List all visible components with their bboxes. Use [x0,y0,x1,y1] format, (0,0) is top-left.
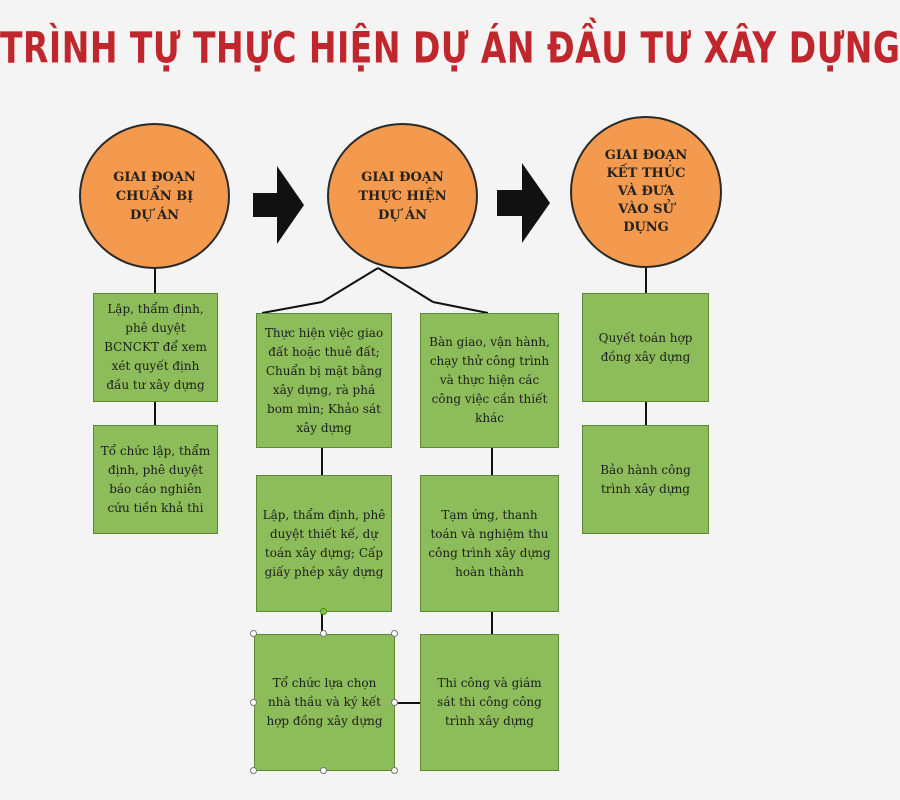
phase-label: GIAI ĐOẠN CHUẨN BỊ DỰ ÁN [113,169,196,223]
phase-circle-implementation [327,123,478,269]
resize-handle[interactable] [320,767,327,774]
resize-handle[interactable] [391,699,398,706]
connector-phase2-left [322,268,378,302]
step-box-selected[interactable] [254,634,395,771]
arrow-right-icon-1 [253,166,304,244]
step-box [93,293,218,402]
resize-handle[interactable] [250,699,257,706]
step-text: Quyết toán hợp đồng xây dựng [598,330,693,364]
step-box [582,293,709,402]
step-box [93,425,218,534]
step-text: Bàn giao, vận hành, chạy thử công trình và thực hiện các công việc cần thiết khác [429,335,550,425]
step-box [256,475,392,612]
step-text: Thi công và giám sát thi công công trình xây dựng [437,676,542,728]
step-box [256,313,392,448]
page-title: TRÌNH TỰ THỰC HIỆN DỰ ÁN ĐẦU TƯ XÂY DỰNG [0,22,900,73]
phase-label: GIAI ĐOẠN KẾT THÚC VÀ ĐƯA VÀO SỬ DỤNG [604,148,688,235]
step-box [420,634,559,771]
step-text: Lập, thẩm định, phê duyệt thiết kế, dự toán xây dựng; Cấp giấy phép xây dựng [262,507,386,579]
step-text: Lập, thẩm định, phê duyệt BCNCKT để xem xét quyết định đầu tư xây dựng [104,302,207,392]
step-text: Bảo hành công trình xây dựng [600,462,691,496]
step-box [582,425,709,534]
resize-handle[interactable] [391,630,398,637]
step-box [420,475,559,612]
step-text: Tổ chức lựa chọn nhà thầu và ký kết hợp đồng xây dựng [266,676,383,728]
arrow-right-icon-2 [497,163,550,243]
resize-handle[interactable] [391,767,398,774]
rotate-handle[interactable] [320,608,327,615]
resize-handle[interactable] [320,630,327,637]
step-box [420,313,559,448]
step-text: Tổ chức lập, thẩm định, phê duyệt báo cáo nghiên cứu tiền khả thi [100,443,211,515]
connector-phase2-right [378,268,433,302]
connector-phase2-left-b [262,302,322,313]
phase-circle-completion [570,116,722,268]
resize-handle[interactable] [250,630,257,637]
step-text: Thực hiện việc giao đất hoặc thuê đất; Chuẩn bị mặt bằng xây dựng, rà phá bom mìn; Khảo sát xây dựng [264,325,384,435]
resize-handle[interactable] [250,767,257,774]
phase-circle-preparation [79,123,230,269]
connector-phase2-right-b [433,302,488,313]
phase-label: GIAI ĐOẠN THỰC HIỆN DỰ ÁN [358,169,447,223]
step-text: Tạm ứng, thanh toán và nghiệm thu công trình xây dựng hoàn thành [428,507,551,579]
